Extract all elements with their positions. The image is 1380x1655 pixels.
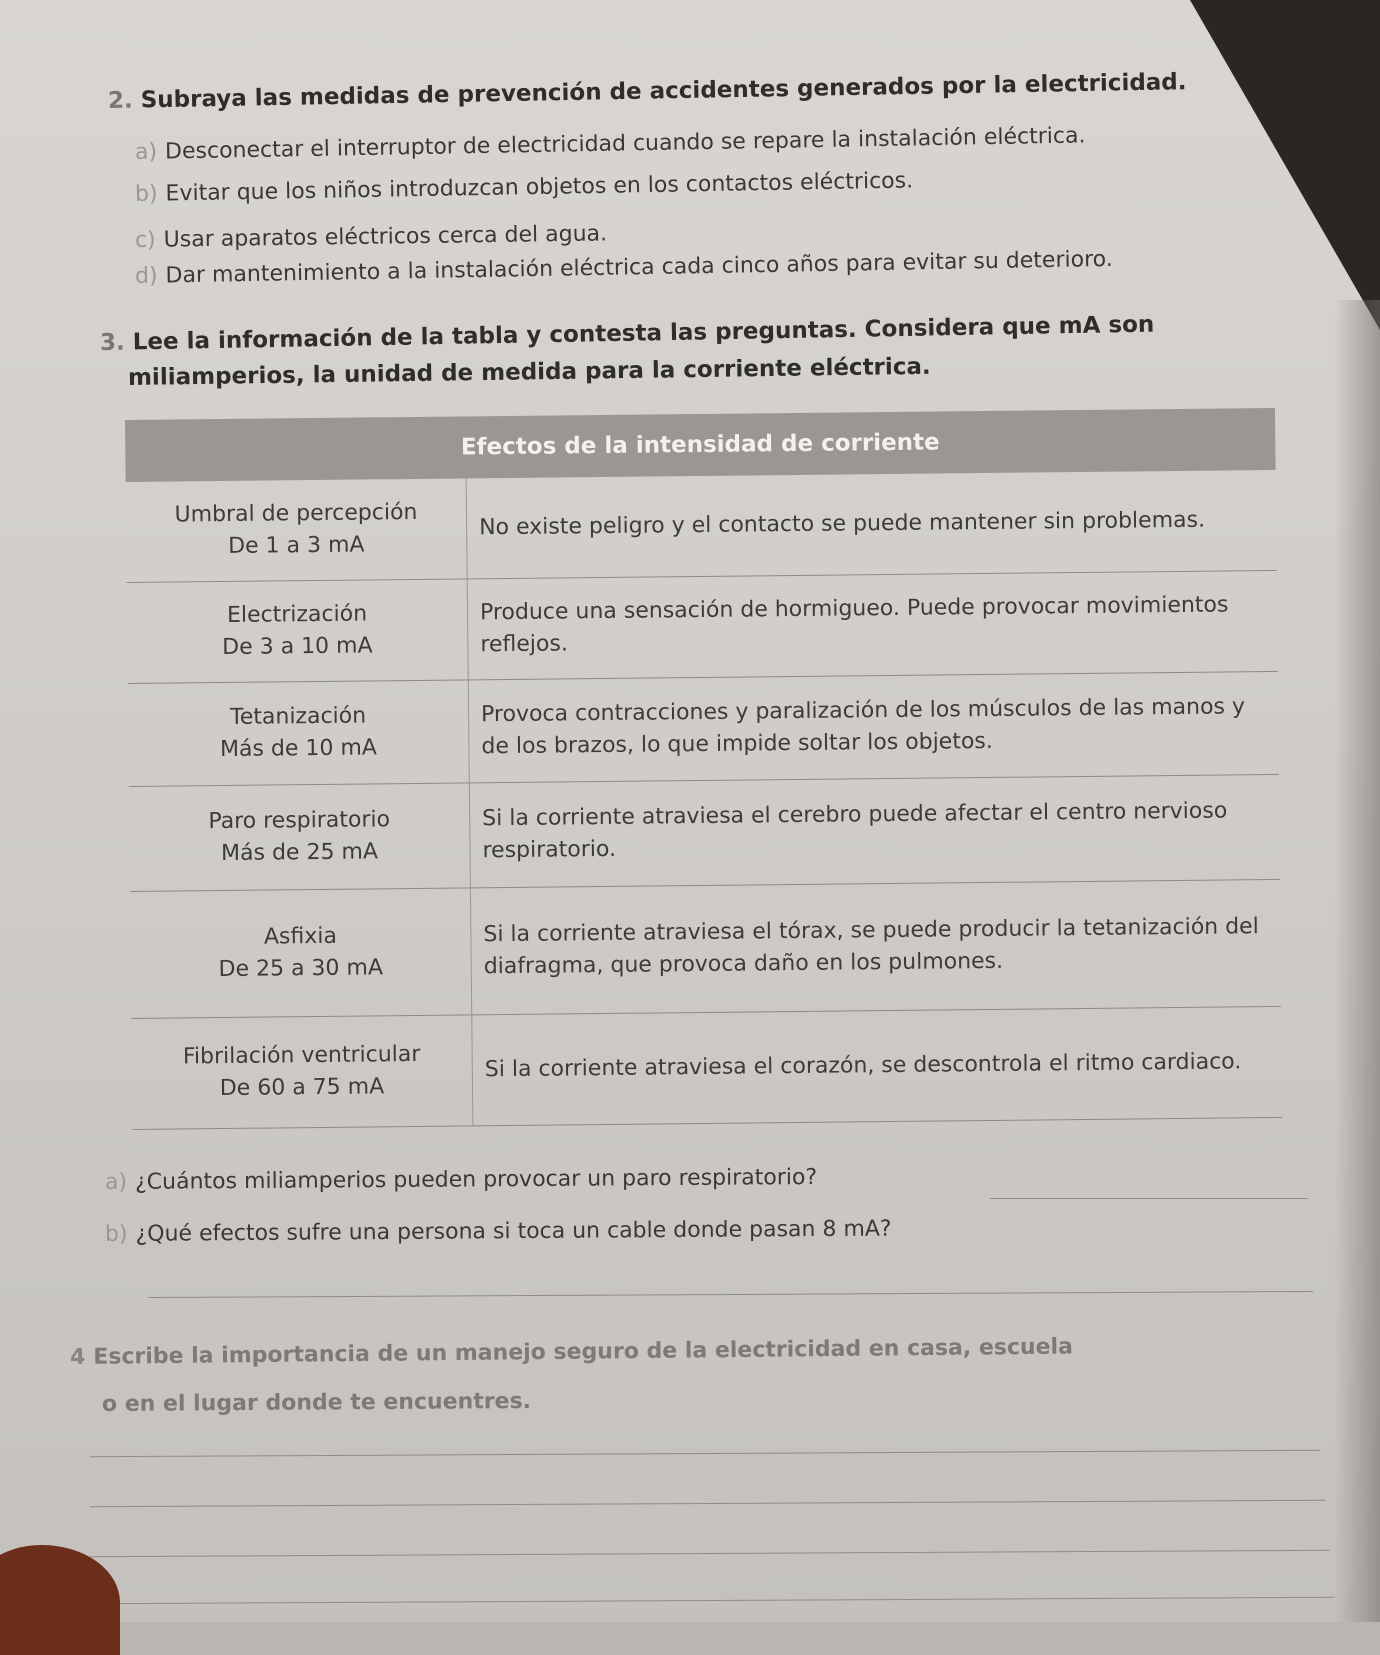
table-row [127, 571, 1278, 684]
row-label-cell [129, 783, 471, 891]
effect-name: Asfixia [263, 923, 338, 950]
question-text: ¿Qué efectos sufre una persona si toca un cable donde pasan 8 mA? [135, 1216, 892, 1247]
section4-title-text: Escribe la importancia de un manejo seguro de la electricidad en casa, escuela [93, 1334, 1074, 1370]
background-shadow [1190, 0, 1380, 330]
section2-title-text: Subraya las medidas de prevención de accidentes generados por la electricidad. [140, 69, 1187, 114]
table-row [130, 880, 1281, 1019]
question-b [105, 1217, 892, 1247]
effect-name: Fibrilación ventricular [182, 1041, 421, 1070]
table-row [128, 672, 1279, 787]
section4-title-line1 [70, 1334, 1073, 1370]
row-label-cell [131, 1015, 473, 1129]
question-label: b) [104, 1221, 128, 1247]
current-range: De 1 a 3 mA [227, 532, 365, 559]
option-text: Usar aparatos eléctricos cerca del agua. [163, 221, 608, 253]
row-label-cell [128, 680, 470, 786]
current-range: Más de 25 mA [220, 839, 379, 867]
effect-name: Umbral de percepción [174, 499, 418, 528]
section3-title-text: Lee la información de la tabla y contesta las preguntas. Considera que mA son [132, 311, 1155, 356]
section2-number: 2. [107, 87, 133, 114]
answer-line-a[interactable] [990, 1198, 1308, 1199]
section4-number: 4 [69, 1344, 86, 1370]
section2-title [108, 69, 1187, 114]
table-row [126, 470, 1277, 583]
option-label: b) [134, 181, 158, 207]
row-label-cell [126, 478, 468, 582]
effect-description: Produce una sensación de hormigueo. Puede provocar movimientos reflejos. [479, 592, 1229, 658]
row-label-cell [130, 888, 472, 1018]
option-label: a) [134, 139, 158, 165]
answer-line-4-2[interactable] [90, 1500, 1325, 1507]
effect-name: Tetanización [229, 703, 367, 730]
answer-line-4-1[interactable] [90, 1450, 1320, 1457]
effect-description: No existe peligro y el contacto se puede mantener sin problemas. [479, 507, 1206, 541]
answer-line-b[interactable] [148, 1291, 1313, 1298]
current-range: De 60 a 75 mA [219, 1074, 385, 1102]
effect-description: Provoca contracciones y paralización de los músculos de las manos y de los brazos, lo que impide soltar los objetos. [480, 694, 1246, 760]
current-range: De 3 a 10 mA [222, 633, 373, 660]
option-label: c) [134, 227, 156, 253]
section3-number: 3. [99, 329, 125, 356]
option-b[interactable] [135, 168, 914, 207]
section3-title-line1 [100, 312, 1155, 356]
table-row [131, 1007, 1282, 1130]
question-text: ¿Cuántos miliamperios pueden provocar un paro respiratorio? [134, 1165, 818, 1195]
effect-name: Paro respiratorio [208, 807, 391, 835]
current-range: Más de 10 mA [219, 735, 378, 763]
option-label: d) [134, 263, 158, 289]
option-d[interactable] [135, 247, 1113, 289]
section4-title-line2: o en el lugar donde te encuentres. [101, 1389, 532, 1417]
finger-shadow [0, 1545, 120, 1655]
question-label: a) [104, 1169, 128, 1195]
current-range: De 25 a 30 mA [218, 955, 384, 983]
effect-description: Si la corriente atraviesa el tórax, se puede producir la tetanización del diafragma, que provoca daño en los pulmones. [483, 914, 1259, 980]
table-row [129, 775, 1280, 892]
current-effects-table [125, 408, 1282, 1130]
effect-description: Si la corriente atraviesa el cerebro puede afectar el centro nervioso respiratorio. [482, 798, 1228, 864]
section3-title-line2: miliamperios, la unidad de medida para la corriente eléctrica. [127, 353, 931, 391]
question-a [105, 1165, 817, 1195]
answer-line-4-3[interactable] [90, 1550, 1330, 1557]
answer-line-4-4[interactable] [95, 1597, 1335, 1604]
option-text: Evitar que los niños introduzcan objetos en los contactos eléctricos. [165, 168, 914, 207]
table-header: Efectos de la intensidad de corriente [125, 408, 1276, 482]
option-a[interactable] [135, 123, 1086, 165]
page-edge-shadow [1334, 300, 1380, 1622]
option-text: Desconectar el interruptor de electricidad cuando se repare la instalación eléctrica. [164, 123, 1086, 165]
option-text: Dar mantenimiento a la instalación eléctrica cada cinco años para evitar su deterioro. [165, 246, 1113, 289]
effect-description: Si la corriente atraviesa el corazón, se descontrola el ritmo cardiaco. [484, 1049, 1242, 1083]
effect-name: Electrización [226, 601, 368, 628]
option-c[interactable] [135, 221, 607, 253]
row-label-cell [127, 579, 469, 683]
